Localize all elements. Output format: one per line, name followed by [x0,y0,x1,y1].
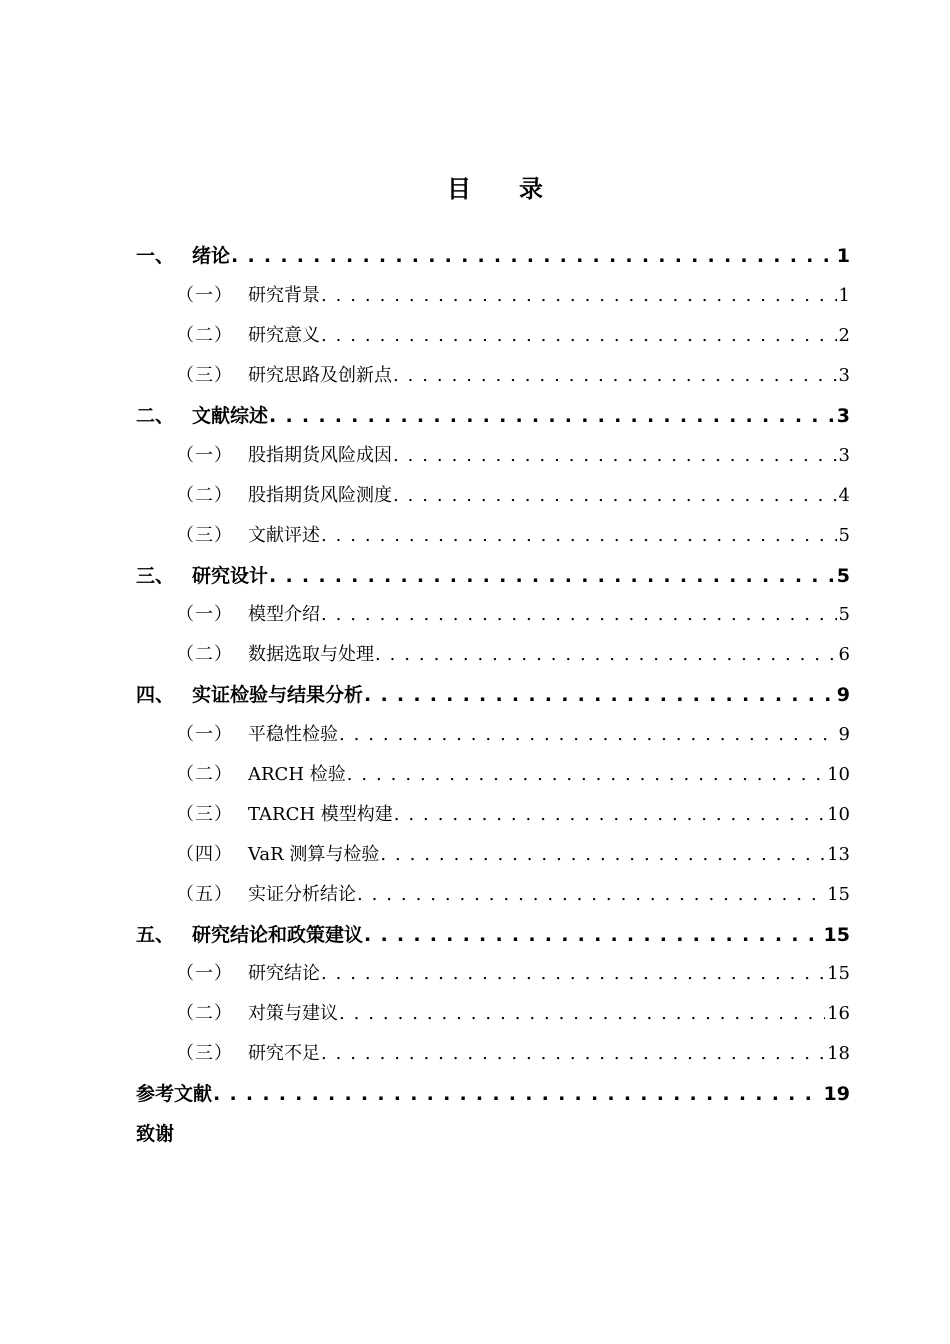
toc-entry[interactable] [136,1116,850,1146]
dot-leader [321,524,837,548]
toc-entry-label: 文献综述 [192,405,269,427]
toc-entry[interactable] [176,518,850,548]
dot-leader [321,962,825,986]
toc-entry[interactable] [136,1076,850,1106]
toc-entry-number: （一） [176,604,233,625]
dot-leader [321,284,837,308]
toc-entry-label: 股指期货风险成因 [248,445,392,466]
toc-entry-label: TARCH 模型构建 [248,804,393,825]
toc-entry[interactable] [176,837,850,867]
toc-entry-label: ARCH 检验 [248,764,346,785]
toc-entry-label: 研究设计 [192,565,269,587]
dot-leader [269,564,835,588]
toc-entry-label: 实证分析结论 [248,884,356,905]
toc-entry-number: （五） [176,884,233,905]
toc-entry-page: 2 [838,325,850,346]
dot-leader [339,1002,825,1026]
dot-leader [231,244,835,268]
toc-entry-page: 15 [827,884,850,905]
toc-entry-number: （一） [176,724,233,745]
toc-entry-number: （二） [176,764,233,785]
toc-entry-page: 6 [838,644,850,665]
dot-leader [394,803,825,827]
toc-entry-number: （一） [176,285,233,306]
toc-entry-label: 参考文献 [136,1083,213,1105]
toc-entry-label: 致谢 [136,1123,175,1145]
toc-entry-number: （一） [176,445,233,466]
toc-entry-label: 股指期货风险测度 [248,485,392,506]
toc-entry-label: 平稳性检验 [248,724,338,745]
toc-entry-label: 研究背景 [248,285,320,306]
toc-entry[interactable] [176,956,850,986]
toc-entry-label: 对策与建议 [248,1003,338,1024]
dot-leader [375,643,837,667]
toc-entry-label: 研究意义 [248,325,320,346]
dot-leader [364,683,835,707]
toc-entry-number: （四） [176,844,233,865]
toc-entry-label: 文献评述 [248,525,320,546]
toc-entry-page: 16 [827,1003,850,1024]
toc-entry-number: 三、 [136,565,175,587]
toc-entry-number: （二） [176,1003,233,1024]
toc-entry-page: 5 [836,565,850,587]
dot-leader [321,1042,825,1066]
page-title: 目 录 [447,175,543,204]
dot-leader [321,324,837,348]
toc-entry-page: 15 [827,963,850,984]
toc-entry[interactable] [176,757,850,787]
toc-entry[interactable] [176,797,850,827]
toc-entry-number: （三） [176,525,233,546]
toc-entry-number: （三） [176,804,233,825]
toc-entry[interactable] [136,398,850,428]
toc-entry-number: （三） [176,1043,233,1064]
dot-leader [269,404,835,428]
toc-entry-number: （二） [176,325,233,346]
toc-entry[interactable] [136,917,850,947]
toc-entry[interactable] [136,238,850,268]
dot-leader [393,444,837,468]
dot-leader [321,603,837,627]
toc-entry-page: 5 [838,604,850,625]
toc-entry-label: 数据选取与处理 [248,644,374,665]
toc-entry-number: 五、 [136,924,175,946]
dot-leader [339,723,837,747]
toc-entry-page: 13 [827,844,850,865]
toc-entry-label: VaR 测算与检验 [248,844,380,865]
toc-entry-page: 9 [838,724,850,745]
toc-entry-number: 四、 [136,684,175,706]
toc-entry-number: 二、 [136,405,175,427]
toc-entry[interactable] [176,717,850,747]
toc-entry[interactable] [176,877,850,907]
toc-entry-page: 1 [838,285,850,306]
dot-leader [357,883,825,907]
toc-entry[interactable] [176,318,850,348]
toc-entry[interactable] [176,1036,850,1066]
toc-entry-label: 实证检验与结果分析 [192,684,364,706]
toc-entry-number: （一） [176,963,233,984]
toc-entry[interactable] [176,597,850,627]
dot-leader [393,364,837,388]
toc-entry-page: 4 [838,485,850,506]
toc-entry[interactable] [176,278,850,308]
dot-leader [364,923,822,947]
toc-entry-page: 10 [827,764,850,785]
toc-entry-label: 研究思路及创新点 [248,365,392,386]
dot-leader [213,1082,822,1106]
toc-entry[interactable] [136,558,850,588]
toc-entry-label: 研究结论 [248,963,320,984]
toc-entry[interactable] [176,637,850,667]
toc-entry-number: （二） [176,644,233,665]
toc-entry[interactable] [136,677,850,707]
toc-entry[interactable] [176,996,850,1026]
toc-entry-page: 3 [836,405,850,427]
toc-entry-page: 1 [836,245,850,267]
toc-entry[interactable] [176,358,850,388]
toc-entry-page: 15 [823,924,850,946]
toc-entry[interactable] [176,478,850,508]
toc-entry-page: 9 [836,684,850,706]
toc-entry-number: 一、 [136,245,175,267]
toc-entry-page: 18 [827,1043,850,1064]
toc-entry-page: 10 [827,804,850,825]
dot-leader [393,484,837,508]
dot-leader [347,763,825,787]
toc-entry-number: （二） [176,485,233,506]
toc-entry-label: 研究不足 [248,1043,320,1064]
dot-leader [380,843,825,867]
toc-entry[interactable] [176,438,850,468]
toc-entry-label: 模型介绍 [248,604,320,625]
toc-entry-label: 绪论 [192,245,231,267]
toc-entry-number: （三） [176,365,233,386]
toc-entry-page: 3 [838,445,850,466]
toc-entry-page: 5 [838,525,850,546]
toc-entry-page: 3 [838,365,850,386]
toc-entry-page: 19 [823,1083,850,1105]
toc-entry-label: 研究结论和政策建议 [192,924,364,946]
